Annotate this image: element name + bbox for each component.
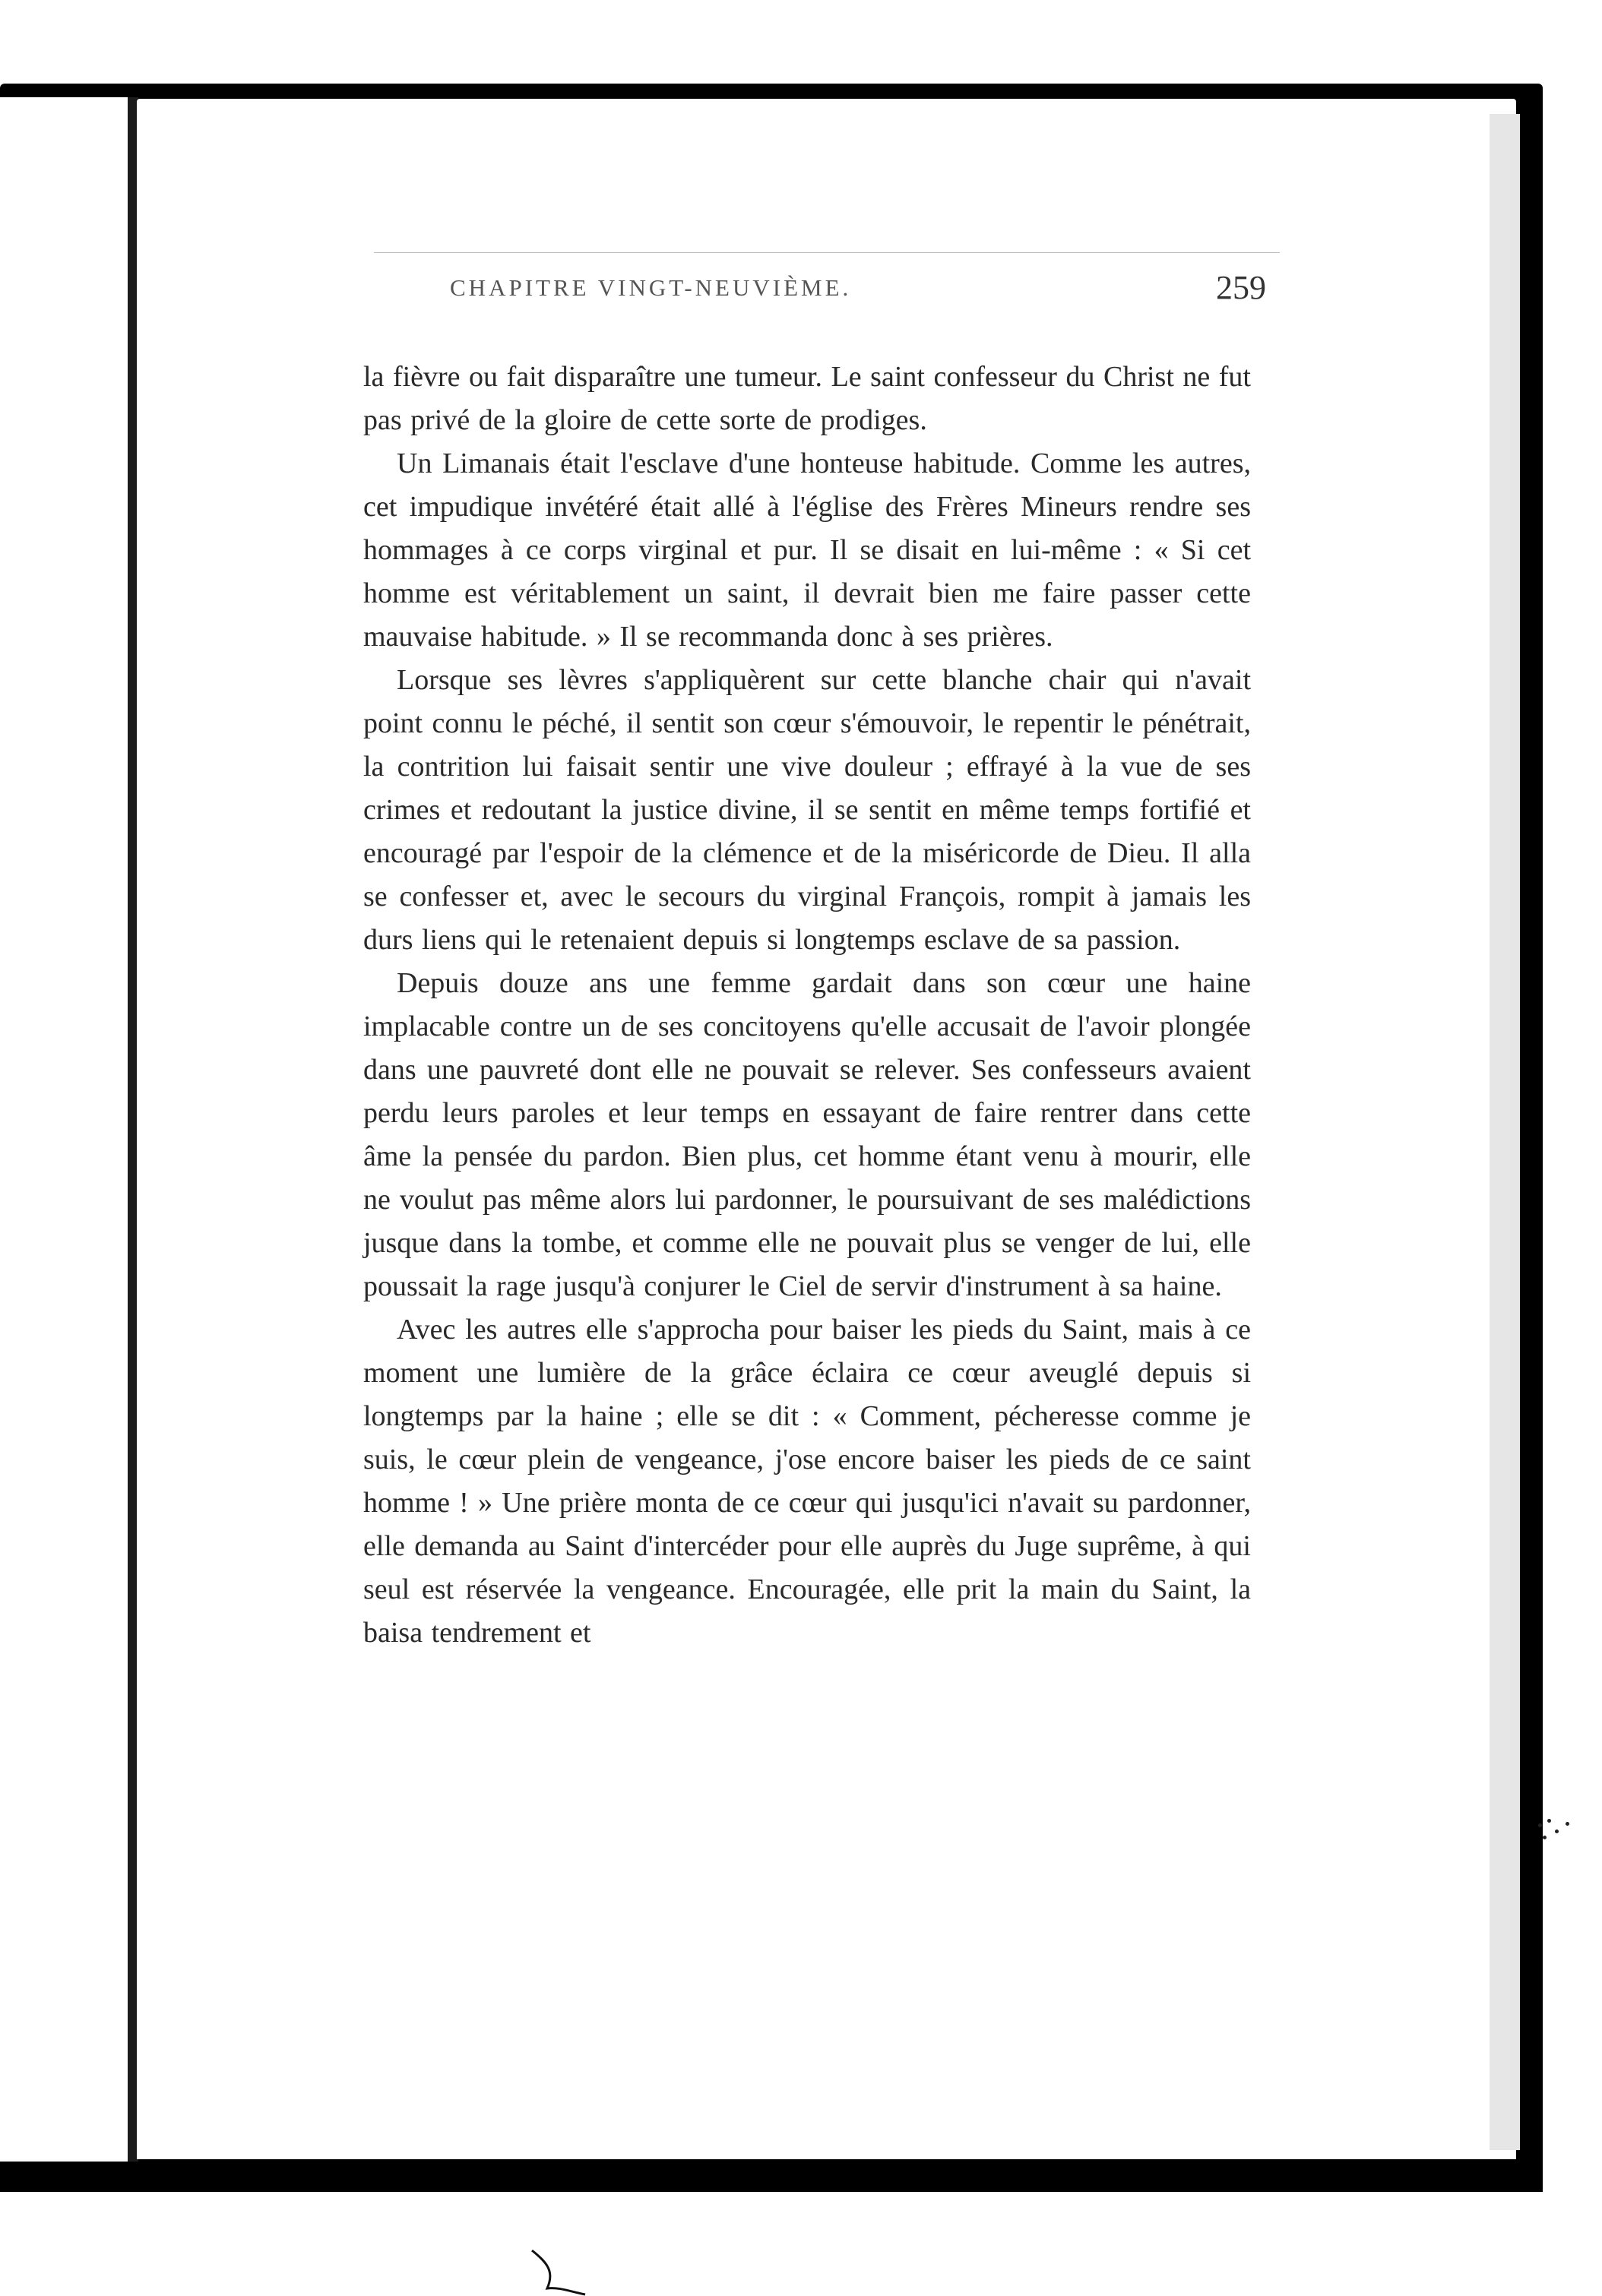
left-page-edge: [0, 97, 130, 2164]
page-edge-shadow: [1490, 114, 1520, 2150]
paragraph-4: Depuis douze ans une femme gardait dans son cœur une haine implacable contre un de ses concitoyens qu'elle accusait de l'avoir plongée dans une pauvreté dont elle ne pouvait se relever. Ses confesseurs avaient perdu leurs paroles et leur temps en essayant de faire rentrer dans cette âme la pensée du pardon. Bien plus, cet homme étant venu à mourir, elle ne voulut pas même alors lui pardonner, le poursuivant de ses malédictions jusque dans la tombe, et comme elle ne pouvait plus se venger de lui, elle poussait la rage jusqu'à conjurer le Ciel de servir d'instrument à sa haine.: [363, 967, 1251, 1302]
running-header: [374, 252, 1280, 306]
page-number: 259: [1216, 269, 1266, 306]
running-title: CHAPITRE VINGT-NEUVIÈME.: [450, 274, 852, 301]
scan-top-margin: [0, 0, 1602, 91]
paragraph-3: Lorsque ses lèvres s'appliquèrent sur cette blanche chair qui n'avait point connu le péché, il sentit son cœur s'émouvoir, le repentir le pénétrait, la contrition lui faisait sentir une vive douleur ; effrayé à la vue de ses crimes et redoutant la justice divine, il se sentit en même temps fortifié et encouragé par l'espoir de la clémence et de la miséricorde de Dieu. Il alla se confesser et, avec le secours du virginal François, rompit à jamais les durs liens qui le retenaient depuis si longtemps esclave de sa passion.: [363, 664, 1251, 956]
body-text: [363, 356, 1251, 1655]
paragraph-5: Avec les autres elle s'approcha pour baiser les pieds du Saint, mais à ce moment une lumière de la grâce éclaira ce cœur aveuglé depuis si longtemps par la haine ; elle se dit : « Comment, pécheresse comme je suis, le cœur plein de vengeance, j'ose encore baiser les pieds de ce saint homme ! » Une prière monta de ce cœur qui jusqu'ici n'avait su pardonner, elle demanda au Saint d'intercéder pour elle auprès du Juge suprême, à qui seul est réservée la vengeance. Encouragée, elle prit la main du Saint, la baisa tendrement et: [363, 1314, 1251, 1649]
paragraph-2: Un Limanais était l'esclave d'une honteuse habitude. Comme les autres, cet impudique invétéré était allé à l'église des Frères Mineurs rendre ses hommages à ce corps virginal et pur. Il se disait en lui-même : « Si cet homme est véritablement un saint, il devrait bien me faire passer cette mauvaise habitude. » Il se recommanda donc à ses prières.: [363, 447, 1251, 653]
paragraph-1: la fièvre ou fait disparaître une tumeur. Le saint confesseur du Christ ne fut pas privé de la gloire de cette sorte de prodiges.: [363, 361, 1251, 436]
pen-stroke-mark: [524, 2249, 593, 2296]
book-bottom-edge: [0, 2162, 1543, 2192]
scan-dust-specks: [1535, 1816, 1581, 1846]
